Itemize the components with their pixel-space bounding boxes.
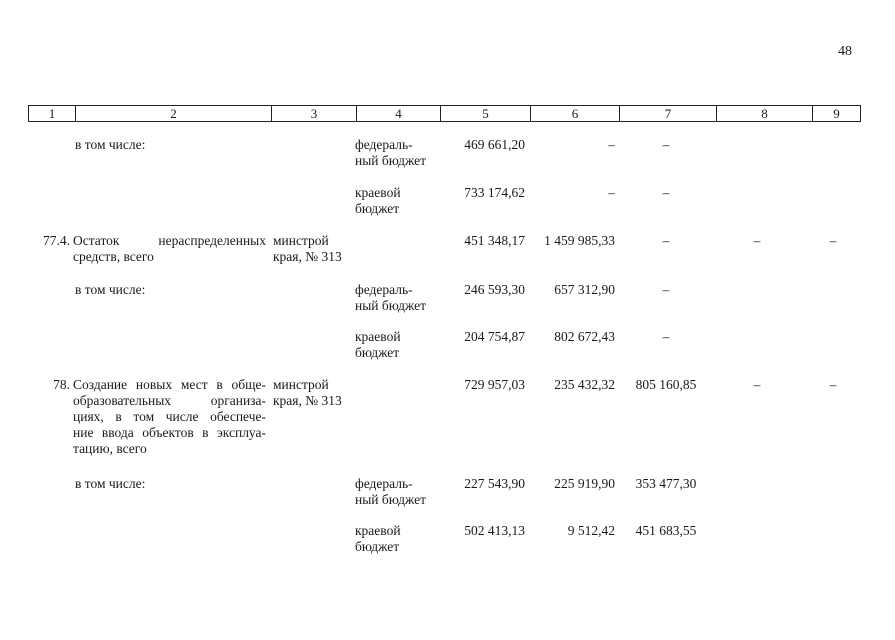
header-col-9: 9 — [813, 106, 861, 122]
value-col8: – — [753, 377, 761, 392]
value-col7: – — [662, 185, 670, 200]
value-col6: 802 672,43 — [554, 329, 615, 344]
header-row — [29, 106, 861, 122]
page-number: 48 — [838, 44, 852, 59]
value-col6: 9 512,42 — [567, 523, 615, 538]
value-col6: – — [608, 137, 615, 152]
value-col5: 204 754,87 — [464, 329, 525, 344]
header-col-4: 4 — [357, 106, 441, 122]
item-name-line: Создание новых мест в обще- — [73, 377, 266, 392]
value-col5: 246 593,30 — [464, 282, 525, 297]
funding-source: краевой бюджет — [355, 185, 401, 216]
value-col5: 729 957,03 — [464, 377, 525, 392]
value-col5: 451 348,17 — [464, 233, 525, 248]
value-col6: 1 459 985,33 — [544, 233, 615, 248]
header-col-3: 3 — [272, 106, 357, 122]
value-col9: – — [829, 377, 837, 392]
item-name-line: тацию, всего — [73, 441, 147, 456]
row-number: 77.4. — [43, 233, 70, 248]
value-col5: 469 661,20 — [464, 137, 525, 152]
value-col7: 353 477,30 — [635, 476, 697, 491]
header-col-8: 8 — [717, 106, 813, 122]
item-name-line: образовательных организа- — [73, 393, 266, 408]
funding-source: федераль- ный бюджет — [355, 476, 427, 507]
item-name-line: средств, всего — [73, 249, 154, 264]
funding-source: федераль- ный бюджет — [355, 282, 427, 313]
funding-source: федераль- ный бюджет — [355, 137, 427, 168]
value-col7: – — [662, 282, 670, 297]
item-name-line: ние ввода объектов в эксплуа- — [73, 425, 266, 440]
item-name-line: циях, в том числе обеспече- — [73, 409, 266, 424]
funding-source: краевой бюджет — [355, 523, 401, 554]
header-col-5: 5 — [441, 106, 531, 122]
header-col-1: 1 — [29, 106, 76, 122]
funding-source: краевой бюджет — [355, 329, 401, 360]
subtotal-label: в том числе: — [75, 476, 146, 491]
value-col7: – — [662, 233, 670, 248]
header-col-2: 2 — [76, 106, 272, 122]
subtotal-label: в том числе: — [75, 282, 146, 297]
row-number: 78. — [53, 377, 70, 392]
item-name-line: Остаток нераспределенных — [73, 233, 266, 248]
value-col6: 225 919,90 — [554, 476, 615, 491]
value-col7: – — [662, 137, 670, 152]
value-col5: 733 174,62 — [464, 185, 525, 200]
value-col6: 235 432,32 — [554, 377, 615, 392]
value-col7: – — [662, 329, 670, 344]
header-col-7: 7 — [620, 106, 717, 122]
executor: минстрой края, № 313 — [273, 377, 342, 408]
value-col6: – — [608, 185, 615, 200]
value-col6: 657 312,90 — [554, 282, 615, 297]
header-col-6: 6 — [531, 106, 620, 122]
value-col5: 502 413,13 — [464, 523, 525, 538]
value-col5: 227 543,90 — [464, 476, 525, 491]
value-col7: 805 160,85 — [635, 377, 697, 392]
column-number-header — [28, 105, 861, 122]
subtotal-label: в том числе: — [75, 137, 146, 152]
executor: минстрой края, № 313 — [273, 233, 342, 264]
value-col7: 451 683,55 — [635, 523, 697, 538]
value-col8: – — [753, 233, 761, 248]
value-col9: – — [829, 233, 837, 248]
